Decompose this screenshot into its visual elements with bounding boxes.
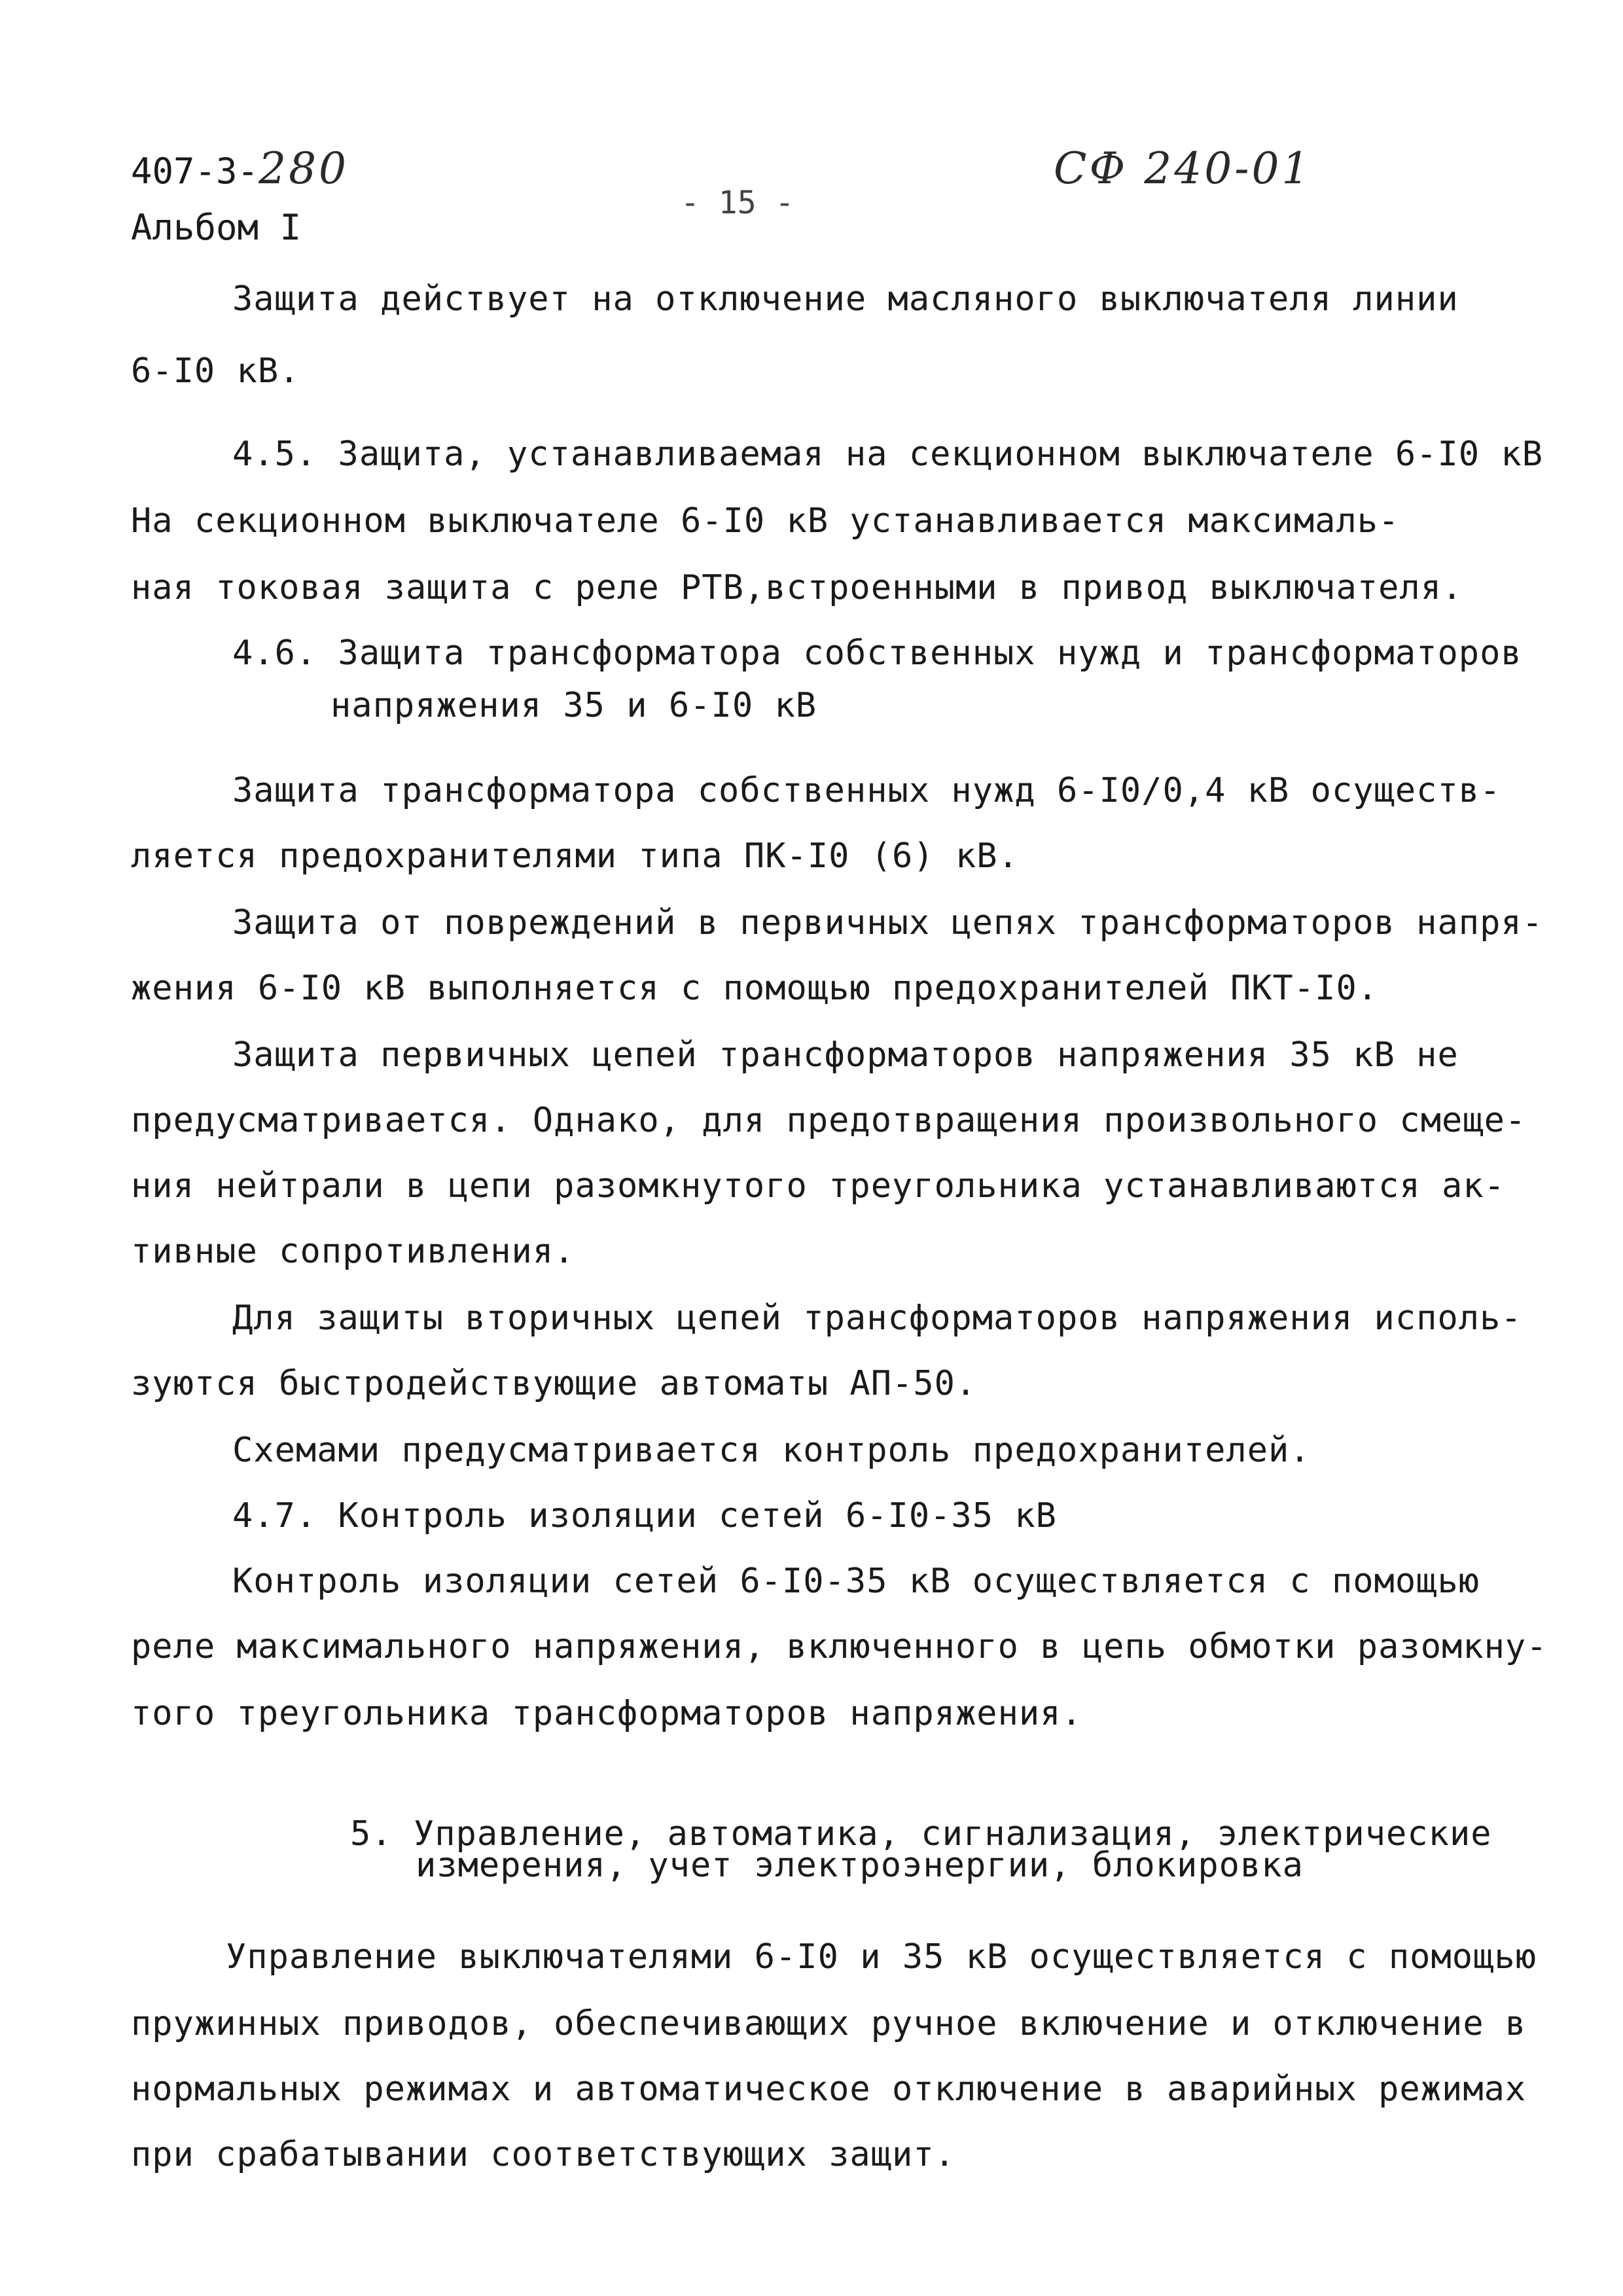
page-number: - 15 - <box>681 185 794 221</box>
text-line: при срабатывании соответствующих защит. <box>131 2135 955 2174</box>
chapter-heading-continued: измерения, учет электроэнергии, блокировка <box>416 1846 1304 1885</box>
text-line: Контроль изоляции сетей 6-I0-35 кВ осуществляется с помощью <box>232 1562 1480 1601</box>
text-line: Защита от повреждений в первичных цепях трансформаторов напря- <box>232 903 1544 942</box>
text-line: реле максимального напряжения, включенного в цепь обмотки разомкну- <box>131 1627 1548 1666</box>
text-line: ляется предохранителями типа ПК-I0 (6) кВ. <box>131 836 1019 876</box>
document-code-printed: 407-3- <box>131 151 259 192</box>
section-heading-continued: напряжения 35 и 6-I0 кВ <box>330 686 817 725</box>
text-line: пружинных приводов, обеспечивающих ручное включение и отключение в <box>131 2004 1527 2043</box>
document-code-handwritten: 280 <box>259 143 349 194</box>
section-heading: 4.7. Контроль изоляции сетей 6-I0-35 кВ <box>232 1496 1057 1535</box>
chapter-heading: 5. Управление, автоматика, сигнализация, электрические <box>350 1814 1492 1854</box>
text-line: предусматривается. Однако, для предотвращения произвольного смеще- <box>131 1101 1527 1140</box>
document-code <box>131 143 349 194</box>
text-line: того треугольника трансформаторов напряжения. <box>131 1694 1082 1733</box>
text-line: ная токовая защита с реле РТВ,встроенными в привод выключателя. <box>131 568 1463 607</box>
text-line: 6-I0 кВ. <box>131 351 300 391</box>
text-line: Управление выключателями 6-I0 и 35 кВ осуществляется с помощью <box>226 1937 1537 1977</box>
section-heading: 4.5. Защита, устанавливаемая на секционном выключателе 6-I0 кВ <box>232 435 1544 474</box>
text-line: Для защиты вторичных цепей трансформаторов напряжения исполь- <box>232 1299 1522 1338</box>
text-line: зуются быстродействующие автоматы АП-50. <box>131 1364 977 1403</box>
text-line: На секционном выключателе 6-I0 кВ устанавливается максималь- <box>131 501 1400 541</box>
text-line: Схемами предусматривается контроль предохранителей. <box>232 1431 1311 1470</box>
text-line: Защита трансформатора собственных нужд 6-I0/0,4 кВ осуществ- <box>232 771 1501 810</box>
text-line: Защита действует на отключение масляного выключателя линии <box>232 279 1459 319</box>
text-line: ния нейтрали в цепи разомкнутого треугольника устанавливаются ак- <box>131 1166 1505 1206</box>
text-line: тивные сопротивления. <box>131 1232 575 1271</box>
text-line: жения 6-I0 кВ выполняется с помощью предохранителей ПКТ-I0. <box>131 969 1379 1008</box>
handwritten-code: СФ 240-01 <box>1054 143 1312 194</box>
album-label: Альбом I <box>131 207 302 248</box>
text-line: нормальных режимах и автоматическое отключение в аварийных режимах <box>131 2070 1527 2109</box>
section-heading: 4.6. Защита трансформатора собственных нужд и трансформаторов <box>232 634 1522 673</box>
text-line: Защита первичных цепей трансформаторов напряжения 35 кВ не <box>232 1035 1459 1075</box>
